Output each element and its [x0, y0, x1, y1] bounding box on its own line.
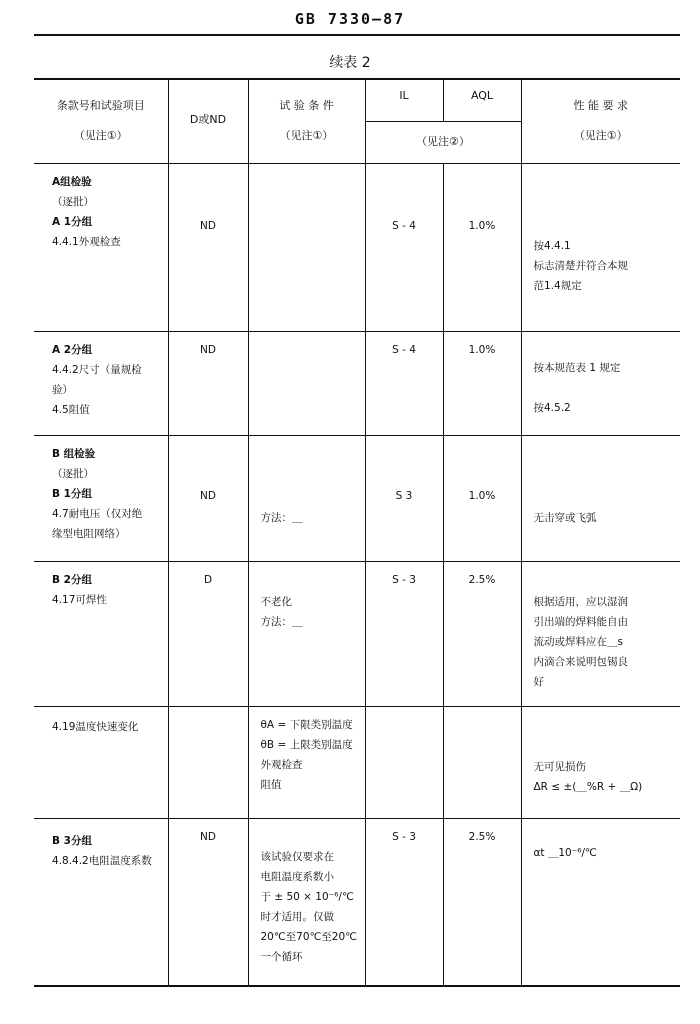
cell-conditions [248, 706, 365, 818]
table-row [34, 561, 680, 706]
req-line: 标志清楚并符合本规 [533, 259, 628, 272]
cell-il [365, 706, 443, 818]
group-title: B 组检验 [52, 447, 96, 460]
spec-table [34, 78, 680, 987]
cell-il: S - 4 [365, 331, 443, 435]
item-line: 缘型电阻网络） [52, 527, 126, 540]
cell-conditions [248, 435, 365, 561]
req-line: 按本规范表 1 规定 [533, 361, 621, 374]
header-conditions-label: 试 验 条 件 [279, 99, 334, 112]
cell-item [34, 818, 168, 986]
cell-aql: 2.5% [443, 561, 521, 706]
cell-conditions [248, 818, 365, 986]
header-requirements-label: 性 能 要 求 [573, 99, 628, 112]
cell-aql [443, 706, 521, 818]
cell-aql: 1.0% [443, 331, 521, 435]
req-line: 根据适用，应以湿润 [533, 595, 628, 608]
header-requirements-note: （见注①） [573, 129, 628, 142]
table-title: 续表 2 [329, 55, 371, 71]
condition-line: θB = 上限类别温度 [260, 738, 353, 751]
header-dnd-label: D或ND [189, 113, 227, 126]
header-requirements [521, 79, 680, 163]
cell-requirements [521, 561, 680, 706]
header-dnd [168, 79, 248, 163]
header-item [34, 79, 168, 163]
cell-item [34, 706, 168, 818]
condition-line: 不老化 [260, 595, 292, 608]
cell-dnd: ND [168, 163, 248, 331]
req-line: 按4.5.2 [533, 401, 571, 414]
header-conditions [248, 79, 365, 163]
cell-requirements [521, 706, 680, 818]
cell-item [34, 331, 168, 435]
cell-requirements [521, 435, 680, 561]
cell-conditions [248, 331, 365, 435]
subgroup-title: B 2分组 [52, 573, 92, 586]
req-line: 流动或焊料应在＿s [533, 635, 623, 648]
req-line: 按4.4.1 [533, 239, 571, 252]
req-line: 内滴合来说明包锡良 [533, 655, 628, 668]
req-line: 无可见损伤 [533, 760, 586, 773]
subgroup-title: A 1分组 [52, 215, 93, 228]
header-conditions-note: （见注①） [279, 129, 334, 142]
table-row [34, 163, 680, 331]
subgroup-title: B 3分组 [52, 834, 92, 847]
cell-dnd: D [168, 561, 248, 706]
header-il-aql-note-label: （见注②） [416, 134, 470, 148]
item-line: （逐批） [52, 467, 94, 480]
header-item-label: 条款号和试验项目 [56, 99, 145, 112]
condition-line: θA = 下限类别温度 [260, 718, 353, 731]
table-row [34, 818, 680, 986]
item-line: （逐批） [52, 195, 94, 208]
table-row [34, 331, 680, 435]
cell-il: S 3 [365, 435, 443, 561]
cell-aql: 1.0% [443, 163, 521, 331]
condition-line: 方法：＿ [260, 615, 303, 628]
condition-line: 该试验仅要求在 [260, 850, 334, 863]
item-line: 4.19温度快速变化 [52, 720, 139, 733]
cell-dnd: ND [168, 331, 248, 435]
condition-line: 外观检查 [260, 758, 303, 771]
cell-dnd: ND [168, 818, 248, 986]
cell-il: S - 4 [365, 163, 443, 331]
cell-item [34, 435, 168, 561]
item-line: 4.4.2尺寸（量规检 [52, 363, 142, 376]
item-line: 验） [52, 383, 73, 396]
item-line: 4.8.4.2电阻温度系数 [52, 854, 152, 867]
req-line: 无击穿或飞弧 [533, 511, 597, 524]
subgroup-title: B 1分组 [52, 487, 92, 500]
header-il [365, 79, 443, 121]
cell-conditions [248, 163, 365, 331]
header-il-label: IL [399, 89, 409, 102]
top-rule [34, 34, 680, 36]
cell-dnd: ND [168, 435, 248, 561]
condition-line: 电阻温度系数小 [260, 870, 334, 883]
header-aql [443, 79, 521, 121]
cell-item [34, 163, 168, 331]
cell-requirements [521, 163, 680, 331]
cell-aql: 2.5% [443, 818, 521, 986]
cell-aql: 1.0% [443, 435, 521, 561]
condition-line: 于 ± 50 × 10⁻⁶/℃ [260, 890, 354, 903]
item-line: 4.5阻值 [52, 403, 90, 416]
item-line: 4.4.1外观检查 [52, 235, 121, 248]
cell-requirements [521, 331, 680, 435]
req-line: ΔR ≤ ±(＿%R + ＿Ω) [533, 780, 643, 793]
header-item-note: （见注①） [73, 129, 128, 142]
table-row [34, 706, 680, 818]
condition-line: 20℃至70℃至20℃ [260, 930, 357, 943]
req-line: 好 [533, 675, 544, 688]
header-il-aql-note [365, 121, 521, 163]
group-title: A组检验 [52, 175, 92, 188]
condition-line: 阻值 [260, 778, 282, 791]
condition-line: 时才适用。仅做 [260, 910, 334, 923]
cell-item [34, 561, 168, 706]
cell-conditions [248, 561, 365, 706]
item-line: 4.7耐电压（仅对绝 [52, 507, 143, 520]
header-aql-label: AQL [470, 89, 494, 102]
cell-il: S - 3 [365, 818, 443, 986]
condition-line: 方法：＿ [260, 511, 303, 524]
table-row [34, 435, 680, 561]
item-line: 4.17可焊性 [52, 593, 107, 606]
document-code: GB 7330—87 [294, 10, 406, 28]
cell-il: S - 3 [365, 561, 443, 706]
cell-dnd [168, 706, 248, 818]
req-line: 范1.4规定 [533, 279, 582, 292]
req-line: 引出端的焊料能自由 [533, 615, 628, 628]
cell-requirements [521, 818, 680, 986]
condition-line: 一个循环 [260, 950, 303, 963]
req-line: αt ＿10⁻⁶/℃ [533, 846, 597, 859]
subgroup-title: A 2分组 [52, 343, 93, 356]
